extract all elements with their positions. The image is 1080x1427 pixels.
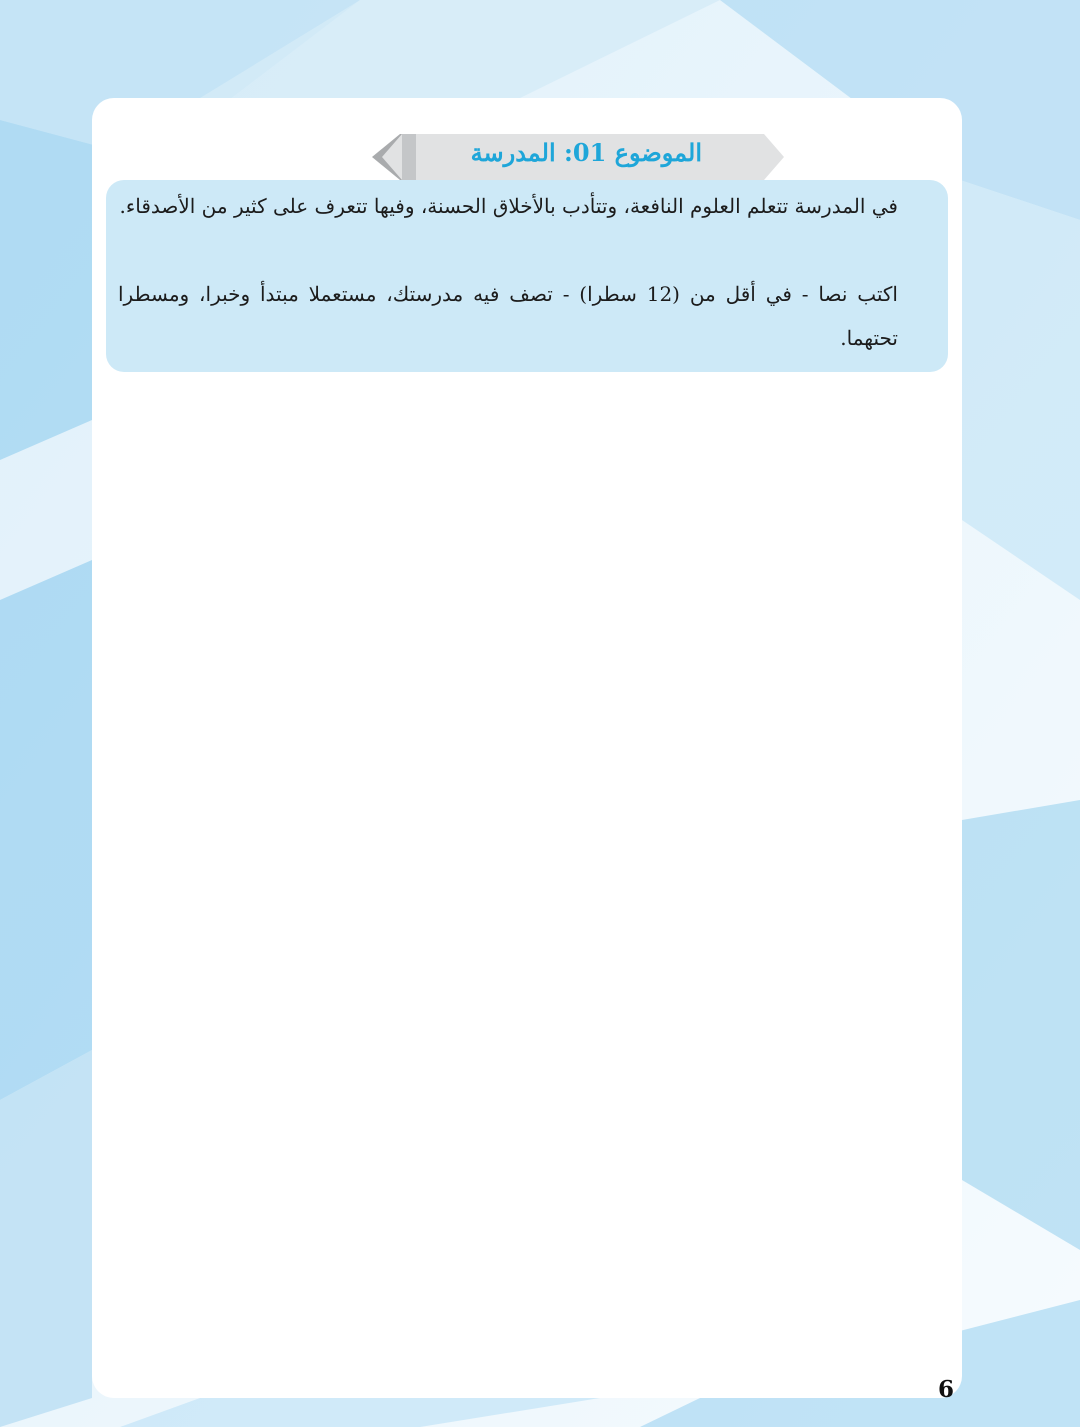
topic-title: الموضوع 01: المدرسة [470, 138, 702, 167]
intro-paragraph-1: في المدرسة تتعلم العلوم النافعة، وتتأدب بالأخلاق الحسنة، وفيها تتعرف على كثير من الأصدقاء. [119, 194, 898, 218]
intro-paragraph-2: اكتب نصا - في أقل من (12 سطرا) - تصف فيه مدرستك، مستعملا مبتدأ وخبرا، ومسطرا تحتهما. [118, 282, 898, 350]
page-number: 6 [938, 1376, 955, 1403]
intro-box [106, 180, 948, 372]
topic-ribbon [372, 134, 784, 180]
